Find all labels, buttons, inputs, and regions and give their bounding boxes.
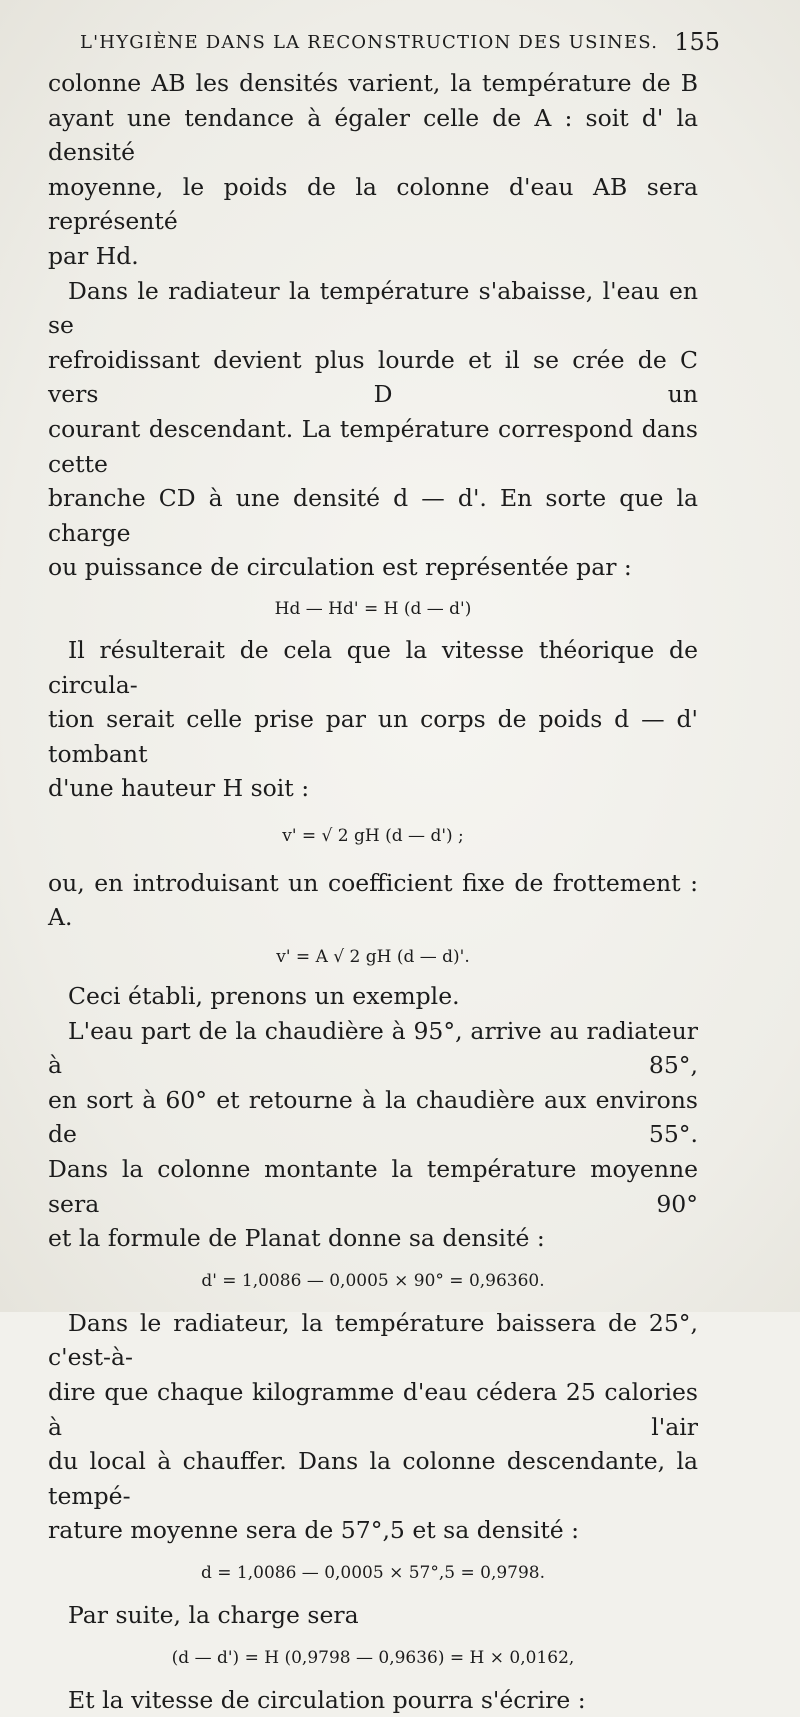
text-line: par Hd.	[48, 241, 139, 270]
text-line: Dans le radiateur, la température baissera de 25°, c'est-à-	[48, 1308, 698, 1372]
text-line: et la formule de Planat donne sa densité :	[48, 1224, 545, 1253]
formula: Hd — Hd' = H (d — d')	[274, 598, 472, 619]
formula: v' = A √ 2 gH (d — d)'.	[276, 947, 470, 968]
text-line: ayant une tendance à égaler celle de A : soit d' la densité	[48, 103, 698, 167]
text-line: branche CD à une densité d — d'. En sorte que la charge	[48, 484, 698, 547]
text-line: L'eau part de la chaudière à 95°, arrive au radiateur à 85°,	[48, 1016, 698, 1080]
text-line: Il résulterait de cela que la vitesse théorique de circula-	[48, 635, 698, 699]
paragraph	[48, 274, 698, 585]
paragraph	[48, 1598, 698, 1633]
paragraph	[48, 1683, 698, 1717]
text-line: moyenne, le poids de la colonne d'eau AB sera représenté	[48, 172, 698, 236]
paragraph	[48, 633, 698, 806]
formula: (d — d') = H (0,9798 — 0,9636) = H × 0,0162,	[171, 1647, 575, 1668]
text-line: ou puissance de circulation est représentée par :	[48, 553, 632, 582]
text-line: rature moyenne sera de 57°,5 et sa densité :	[48, 1516, 580, 1545]
paragraph	[48, 1306, 698, 1548]
text-line: d'une hauteur H soit :	[48, 774, 310, 803]
formula: d' = 1,0086 — 0,0005 × 90° = 0,96360.	[201, 1270, 545, 1291]
formula: v' = √ 2 gH (d — d') ;	[282, 825, 464, 846]
text-line: refroidissant devient plus lourde et il se crée de C vers D un	[48, 345, 698, 409]
text-line: Par suite, la charge sera	[68, 1600, 359, 1629]
running-header	[80, 28, 720, 56]
text-line: tion serait celle prise par un corps de poids d — d' tombant	[48, 705, 698, 768]
text-line: colonne AB les densités varient, la température de B	[48, 69, 698, 97]
text-line: du local à chauffer. Dans la colonne descendante, la tempé-	[48, 1447, 698, 1510]
running-title: L'HYGIÈNE DANS LA RECONSTRUCTION DES USINES.	[80, 32, 659, 53]
paragraph	[48, 1014, 698, 1256]
text-line: Dans la colonne montante la température moyenne sera 90°	[48, 1155, 698, 1218]
paragraph	[48, 979, 698, 1014]
page-number: 155	[674, 28, 720, 56]
paragraph	[48, 66, 698, 274]
formula: d = 1,0086 — 0,0005 × 57°,5 = 0,9798.	[200, 1562, 546, 1583]
text-line: en sort à 60° et retourne à la chaudière aux environs de 55°.	[48, 1085, 698, 1149]
text-line: ou, en introduisant un coefficient fixe de frottement : A.	[48, 868, 698, 932]
text-line: Dans le radiateur la température s'abaisse, l'eau en se	[48, 276, 698, 340]
paragraph	[48, 866, 698, 935]
text-line: dire que chaque kilogramme d'eau cédera 25 calories à l'air	[48, 1378, 698, 1441]
text-line: Et la vitesse de circulation pourra s'écrire :	[68, 1685, 586, 1714]
text-line: Ceci établi, prenons un exemple.	[68, 982, 460, 1011]
body-text	[48, 66, 698, 1717]
text-line: courant descendant. La température correspond dans cette	[48, 414, 698, 478]
